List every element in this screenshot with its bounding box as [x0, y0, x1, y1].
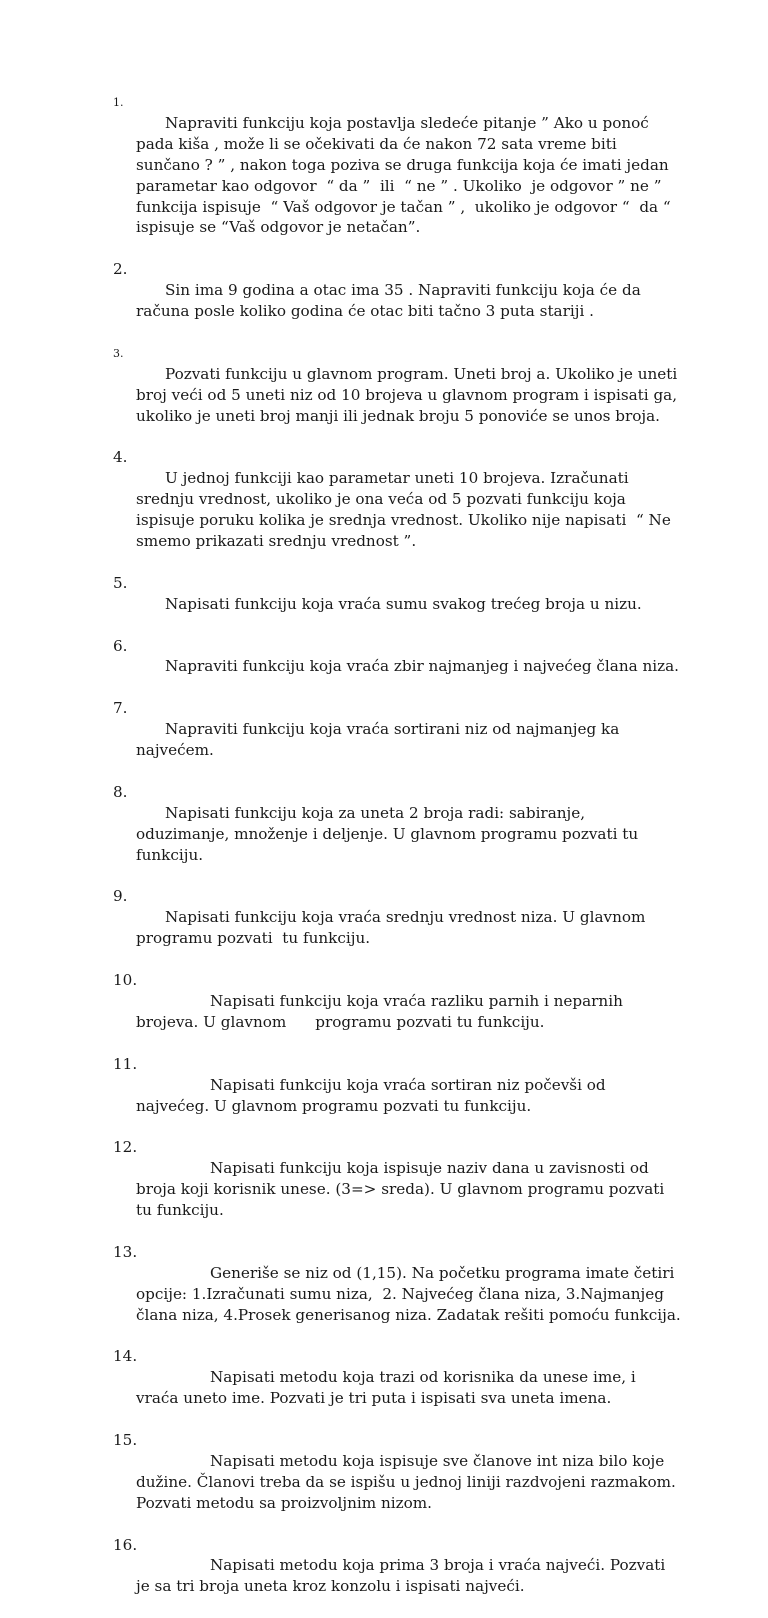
task-number: 8. — [113, 782, 128, 801]
task-text: Napisati funkciju koja vraća sumu svakog trećeg broja u nizu. — [164, 594, 642, 613]
task-text: Pozvati funkciju u glavnom program. Uneti broj a. Ukoliko je uneti broj veći od 5 uneti niz od 10 brojeva u glavnom program i ispisati ga, ukoliko je uneti broj manji ili jednak broju 5 ponoviće se unos broja. — [136, 364, 683, 425]
task-item-2 — [113, 259, 683, 343]
task-item-14 — [113, 1346, 683, 1430]
task-text: Napraviti funkciju koja vraća sortirani niz od najmanjeg ka najvećem. — [136, 720, 625, 760]
task-text: Napisati metodu koja ispisuje sve članove int niza bilo koje dužine. Članovi treba da se ispišu u jednoj liniji razdvojeni razmakom. Pozvati metodu sa proizvoljnim nizom. — [136, 1451, 681, 1512]
task-number: 13. — [113, 1242, 138, 1261]
task-number: 4. — [113, 448, 128, 467]
task-item-1 — [113, 92, 683, 259]
task-text: Generiše se niz od (1,15). Na početku programa imate četiri opcije: 1.Izračunati sumu niza, 2. Najvećeg člana niza, 3.Najmanjeg člana niza, 4.Prosek generisanog niza. Zadatak rešiti pomoću funkcija. — [136, 1263, 681, 1324]
task-text: Napraviti funkciju koja postavlja sledeće pitanje ” Ako u ponoć pada kiša , može li se očekivati da će nakon 72 sata vreme biti sunčano ? ” , nakon toga poziva se druga funkcija koja će imati jedan parametar kao odgovor “ da ” ili “ ne ” . Ukoliko je odgovor ” ne ” funkcija ispisuje “ Vaš odgovor je tačan ” , ukoliko je odgovor “ da “ ispisuje se “Vaš odgovor je netačan”. — [136, 113, 681, 237]
task-number: 14. — [113, 1347, 138, 1366]
task-number: 2. — [113, 260, 128, 279]
task-item-3 — [113, 343, 683, 448]
task-text: Napisati metodu koja prima 3 broja i vraća najveći. Pozvati je sa tri broja uneta kroz konzolu i ispisati najveći. — [136, 1556, 671, 1596]
task-item-15 — [113, 1430, 683, 1535]
task-number: 9. — [113, 887, 128, 906]
task-item-7 — [113, 698, 683, 782]
task-item-12 — [113, 1137, 683, 1242]
task-item-9 — [113, 886, 683, 970]
task-list — [113, 92, 683, 1618]
task-text: Napisati funkciju koja vraća srednju vrednost niza. U glavnom programu pozvati tu funkciju. — [136, 908, 651, 948]
task-number: 5. — [113, 573, 128, 592]
task-number: 10. — [113, 971, 138, 990]
task-number: 3. — [113, 346, 124, 360]
task-text: Napisati funkciju koja za uneta 2 broja radi: sabiranje, oduzimanje, množenje i deljenje. U glavnom programu pozvati tu funkciju. — [136, 803, 643, 864]
task-number: 12. — [113, 1138, 138, 1157]
task-item-10 — [113, 970, 683, 1054]
task-text: Sin ima 9 godina a otac ima 35 . Napraviti funkciju koja će da računa posle koliko godina će otac biti tačno 3 puta stariji . — [136, 281, 646, 321]
task-item-8 — [113, 782, 683, 887]
task-item-11 — [113, 1054, 683, 1138]
task-text: Napisati funkciju koja vraća razliku parnih i neparnih brojeva. U glavnom programu pozvati tu funkciju. — [136, 991, 628, 1031]
task-number: 16. — [113, 1535, 138, 1554]
task-item-13 — [113, 1242, 683, 1347]
task-item-4 — [113, 447, 683, 572]
task-number: 15. — [113, 1431, 138, 1449]
task-text: U jednoj funkciji kao parametar uneti 10 brojeva. Izračunati srednju vrednost, ukoliko je ona veća od 5 pozvati funkciju koja ispisuje poruku kolika je srednja vrednost. Ukoliko nije napisati “ Ne smemo prikazati srednju vrednost ”. — [136, 469, 676, 551]
task-number: 7. — [113, 699, 128, 718]
task-number: 1. — [113, 96, 124, 109]
task-text: Napisati metodu koja trazi od korisnika da unese ime, i vraća uneto ime. Pozvati je tri puta i ispisati sva uneta imena. — [136, 1368, 641, 1408]
task-item-5 — [113, 573, 683, 636]
task-text: Napraviti funkciju koja vraća zbir najmanjeg i najvećeg člana niza. — [164, 657, 680, 676]
task-text: Napisati funkciju koja ispisuje naziv dana u zavisnosti od broja koji korisnik unese. (3=> sreda). U glavnom programu pozvati tu funkciju. — [136, 1159, 670, 1220]
task-item-6 — [113, 636, 683, 699]
task-text: Napisati funkciju koja vraća sortiran niz počevši od najvećeg. U glavnom programu pozvati tu funkciju. — [136, 1075, 611, 1115]
task-number: 6. — [113, 636, 128, 655]
task-item-16 — [113, 1535, 683, 1618]
task-number: 11. — [113, 1054, 138, 1073]
